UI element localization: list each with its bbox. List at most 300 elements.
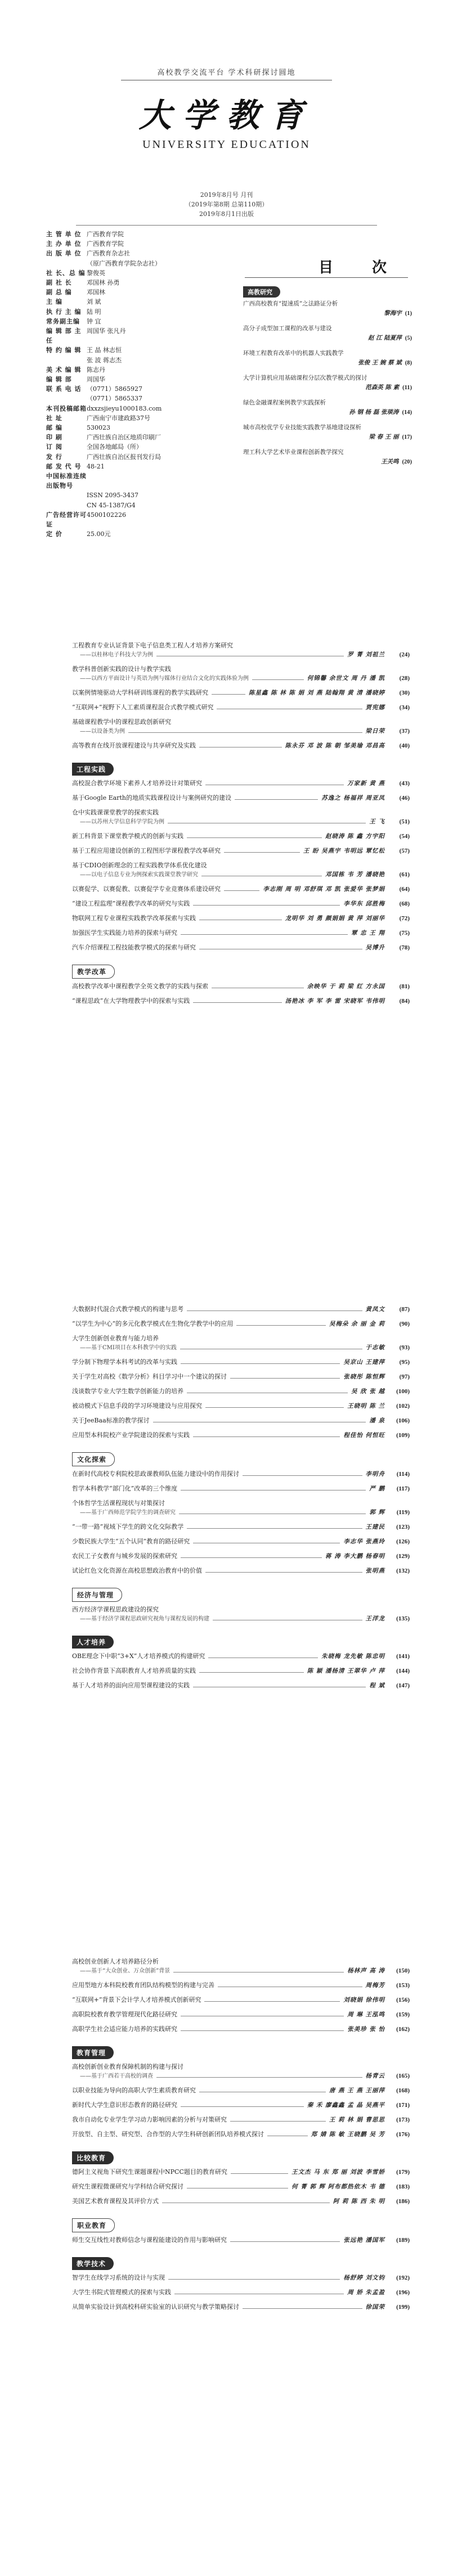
article-title[interactable]: 我市自动化专业学生学习动力影响因素的分析与对策研究: [72, 2116, 227, 2123]
masthead-value: 4500102226: [87, 511, 126, 519]
masthead-label: 主 编: [46, 298, 62, 306]
masthead-row: [46, 452, 170, 462]
article-title[interactable]: 汽车介绍课程工程技能教学模式的探索与研究: [72, 944, 196, 951]
masthead-row: [46, 413, 170, 423]
masthead-row: [46, 423, 170, 433]
article-page-number: (68): [399, 900, 410, 907]
article-author: 王 莉 林 娟 曹思思: [329, 2116, 385, 2123]
entry-line: [72, 832, 410, 841]
masthead-value: CN 45-1387/G4: [87, 501, 136, 509]
masthead-label: 发 行: [46, 453, 62, 461]
article-author: 张远艳 潘国军: [343, 2237, 385, 2244]
contents-entry[interactable]: [72, 1416, 410, 1425]
entry-line: [72, 1305, 410, 1314]
article-list: [72, 982, 410, 1006]
article-title[interactable]: 基础课程教学中的课程思政创新研究: [72, 718, 171, 726]
contents-entry[interactable]: [72, 2273, 410, 2282]
entry-line: [72, 997, 410, 1006]
masthead-label: 广告经营许可证: [46, 511, 87, 529]
entry-line: [72, 1508, 410, 1517]
article-title[interactable]: “互联网+”背景下会计学人才培养模式创新研究: [72, 1996, 201, 2003]
article-title[interactable]: 关于学生对高校《数学分析》科目学习中一个建议的探讨: [72, 1373, 227, 1380]
contents-entry[interactable]: [243, 399, 412, 417]
article-page-number: (141): [396, 1653, 410, 1660]
contents-entry[interactable]: [72, 1470, 410, 1479]
article-author: 王晓明 陈 兰: [347, 1403, 385, 1409]
article-title[interactable]: 少数民族大学生“五个认同”教育的路径研究: [72, 1538, 190, 1545]
contents-entry[interactable]: [72, 1402, 410, 1411]
contents-entry[interactable]: [72, 779, 410, 788]
masthead-row: [46, 317, 170, 326]
leader-line: [187, 1310, 362, 1311]
masthead-value: 王 晶 林志恒: [87, 346, 122, 354]
contents-entry[interactable]: [72, 943, 410, 952]
contents-entry[interactable]: [72, 914, 410, 923]
masthead-row: [46, 501, 170, 510]
entry-line: [72, 651, 410, 659]
entry-line: [72, 741, 410, 750]
article-title[interactable]: 环境工程教育改革中的机器人实践教学: [243, 350, 344, 357]
article-page-number: (37): [399, 728, 410, 735]
contents-entry[interactable]: [72, 861, 410, 879]
journal-tagline: 高校教学交流平台 学术科研探讨圆地: [157, 69, 296, 77]
article-title[interactable]: “以学生为中心”的多元化教学模式在生物化学教学中的应用: [72, 1320, 234, 1327]
masthead-row: [46, 355, 170, 365]
contents-entry[interactable]: [72, 718, 410, 736]
article-page-number: (119): [396, 1509, 410, 1516]
article-title[interactable]: 高校混合教学环境下素养人才培养设计对策研究: [72, 780, 202, 787]
contents-entry[interactable]: [72, 2101, 410, 2110]
contents-entry[interactable]: [243, 424, 412, 442]
article-author: 孙 钢 杨 磊 张琰涛: [349, 409, 399, 416]
contents-entry[interactable]: [72, 885, 410, 894]
article-title[interactable]: 基于Google Earth的地质实践课程设计与案例研究的建设: [72, 794, 231, 801]
contents-entry[interactable]: [72, 1523, 410, 1532]
leader-line: [230, 1378, 340, 1379]
article-page-number: (84): [399, 998, 410, 1005]
article-title[interactable]: 浅谈数学专业大学生数学创新能力的培养: [72, 1388, 183, 1395]
article-page-number: (46): [399, 795, 410, 801]
article-author: 罗 菁 刘祖兰: [347, 651, 385, 658]
contents-entry[interactable]: [72, 1981, 410, 1990]
contents-entry[interactable]: [243, 349, 412, 367]
masthead-label: 副 社 长: [46, 279, 72, 287]
article-title[interactable]: 以赛促学、以赛促教、以赛促学专业竞赛体系建设研究: [72, 885, 221, 893]
article-author: 周 琳 王泓鸣: [347, 2011, 385, 2018]
article-author: 严 鹏: [369, 1485, 385, 1492]
contents-entry[interactable]: [243, 325, 412, 343]
article-page-number: (97): [399, 1373, 410, 1380]
contents-entry[interactable]: [72, 2197, 410, 2206]
masthead-label: 执 行 主 编: [46, 308, 82, 316]
entry-line: [72, 929, 410, 938]
article-title[interactable]: 试论红色文化资源在高校思想政治教育中的价值: [72, 1567, 202, 1574]
article-title[interactable]: 高职学生社会适应能力培养的实践研究: [72, 2025, 177, 2033]
entry-line: [72, 1981, 410, 1990]
article-title[interactable]: 学分制下物理学本科考试的改革与实践: [72, 1358, 177, 1366]
masthead-value: （0771）5865927: [87, 385, 142, 393]
article-page-number: (78): [399, 944, 410, 951]
article-page-number: (168): [396, 2087, 410, 2094]
contents-entry[interactable]: [243, 374, 412, 392]
contents-items: [243, 300, 412, 466]
contents-entry[interactable]: [72, 1358, 410, 1367]
contents-entry[interactable]: [72, 688, 410, 697]
entry-line: [72, 1470, 410, 1479]
leader-line: [230, 2241, 340, 2242]
article-title[interactable]: 在新时代高校专利院校思政课教师队伍能力建设中的作用探讨: [72, 1470, 239, 1478]
article-title[interactable]: 大学生书院式管理模式的探索与实践: [72, 2289, 171, 2296]
article-subtitle: ——基于CMI项目在本科教学中的实践: [80, 1345, 177, 1351]
contents-entry[interactable]: [72, 1667, 410, 1676]
contents-entry[interactable]: [72, 2236, 410, 2245]
section-label: 教学改革: [72, 965, 115, 979]
article-title[interactable]: 农民工子女教育与城乡发展的探索研究: [72, 1552, 177, 1560]
article-author: 李明舟: [365, 1471, 385, 1478]
leader-line: [181, 934, 348, 935]
section-label: 人才培养: [72, 1636, 114, 1649]
article-title[interactable]: 大学计算机应用基础课程分层次教学模式的探讨: [243, 375, 367, 381]
leader-line: [212, 694, 245, 695]
article-page-number: (24): [399, 651, 410, 658]
masthead: [46, 229, 170, 539]
contents-entry[interactable]: [72, 1499, 410, 1517]
article-page-number: (179): [396, 2169, 410, 2176]
masthead-label: 订 阅: [46, 443, 62, 451]
contents-entry[interactable]: [72, 929, 410, 938]
article-author: 赵 江 陆夏萍: [367, 335, 402, 341]
contents-entry[interactable]: [72, 2086, 410, 2095]
masthead-value: 刘 斌: [87, 298, 101, 306]
article-title[interactable]: 个体哲学生活课程现状与对策探讨: [72, 1499, 165, 1507]
article-title[interactable]: 加强医学生实践能力培养的探索与研究: [72, 929, 177, 936]
article-title[interactable]: 开放型、自主型、研究型、合作型的大学生科研创新团队培养模式探讨: [72, 2131, 264, 2138]
article-author: 李志华 张燕玲: [343, 1538, 385, 1545]
contents-entry[interactable]: [72, 1537, 410, 1546]
masthead-label: 美 术 编 辑: [46, 366, 82, 373]
article-list: [72, 2168, 410, 2206]
article-meta: [243, 408, 412, 417]
article-author: 唐 燕 王 燕 王丽萍: [329, 2087, 385, 2094]
article-meta: [243, 433, 412, 442]
contents-entry[interactable]: [72, 846, 410, 855]
entry-line: [72, 2101, 410, 2110]
article-list: [72, 2273, 410, 2312]
masthead-row: [46, 529, 170, 539]
article-title[interactable]: 师生交互线性对教师信念与课程能建设的作用与影响研究: [72, 2236, 227, 2244]
article-title[interactable]: 关于JeeBaa标准的教学探讨: [72, 1417, 150, 1424]
entry-line: [72, 846, 410, 855]
article-author: 汤艳冰 李 军 李 雷 宋晓军 韦伟明: [285, 998, 385, 1005]
contents-entry[interactable]: [72, 2010, 410, 2019]
article-author: 张明燕: [365, 1568, 385, 1574]
entry-line: [72, 914, 410, 923]
article-title[interactable]: 美国艺术教育课程及其评价方式: [72, 2197, 159, 2205]
masthead-label: 副 总 编: [46, 289, 72, 296]
masthead-value: 钟 宜: [87, 317, 101, 325]
entry-line: [72, 1416, 410, 1425]
masthead-row: [46, 510, 170, 529]
masthead-label: [46, 394, 87, 403]
article-subtitle: ——以电子信息专业为例探索实践课堂教学研究: [80, 872, 198, 878]
article-title[interactable]: 仓中实践课课堂教学的探索实践: [72, 809, 159, 816]
article-author: 杨舒婷 刘文钧: [343, 2275, 385, 2281]
contents-entry[interactable]: [72, 2168, 410, 2177]
contents-entry[interactable]: [72, 794, 410, 803]
article-title[interactable]: 社会协作背景下高职教育人才培养质量的实践: [72, 1667, 196, 1674]
article-author: 程佳怡 何恒旺: [343, 1432, 385, 1439]
article-title[interactable]: “课程思政”在大学物理教学中的探索与实践: [72, 997, 190, 1005]
entry-line: [72, 2182, 410, 2191]
article-page-number: (1): [405, 310, 412, 317]
masthead-label: 常务副主编: [46, 317, 80, 325]
masthead-value: 周国华 张凡丹: [87, 327, 126, 335]
article-title[interactable]: 新工科背景下课堂教学模式的创新与实践: [72, 832, 183, 840]
contents-entry[interactable]: [72, 665, 410, 683]
article-title[interactable]: 基于人才培养的面向应用型课程建设的实践: [72, 1682, 190, 1689]
article-page-number: (156): [396, 1997, 410, 2003]
contents-entry[interactable]: [72, 1372, 410, 1381]
contents-entry[interactable]: [72, 1431, 410, 1440]
article-page-number: (72): [399, 915, 410, 922]
masthead-value: （原广西教育学院杂志社）: [87, 259, 161, 267]
contents-entry[interactable]: [72, 2288, 410, 2297]
article-title[interactable]: 高校创业创新人才培养路径分析: [72, 1958, 159, 1965]
article-page-number: (100): [396, 1388, 410, 1395]
masthead-value: 全国各地邮局（所）: [87, 443, 142, 451]
article-title[interactable]: 基于CDIO创新理念的工程实践教学体系优化建设: [72, 862, 207, 869]
article-title[interactable]: 应用型本科院校产业学院建设的探索与实践: [72, 1431, 190, 1439]
contents-entry[interactable]: [72, 1605, 410, 1623]
article-title[interactable]: 基于工程应用建设创新的工程图形学课程教学改革研究: [72, 847, 221, 854]
masthead-label: 主 办 单 位: [46, 240, 82, 248]
article-subtitle: ——以西方平面设计与英语为例与媒体行业结合文化的实践体验为例: [80, 675, 249, 682]
contents-entry[interactable]: [72, 2130, 410, 2139]
contents-entry[interactable]: [72, 1681, 410, 1690]
contents-entry[interactable]: [72, 1387, 410, 1396]
article-title[interactable]: 研究生课程微课研究与学科结合研究探讨: [72, 2183, 183, 2190]
article-page-number: (171): [396, 2102, 410, 2109]
contents-entry[interactable]: [72, 997, 410, 1006]
article-author: 何锦馨 余世文 周 丹 潘 凯: [307, 675, 385, 682]
entry-line: [72, 818, 410, 826]
section-label: 比较教育: [72, 2151, 114, 2164]
article-title[interactable]: 高分子成型加工课程的改革与建设: [243, 325, 332, 332]
article-title[interactable]: “一带一路”视域下学生的跨文化交际教学: [72, 1523, 184, 1530]
masthead-value: 广西壮族自治区地质印刷厂: [87, 434, 161, 442]
contents-entry[interactable]: [72, 1652, 410, 1661]
entry-line: [72, 665, 410, 673]
article-title[interactable]: 高等教育在线开放课程建设与共享研究及实践: [72, 742, 196, 749]
article-author: 赵晓涛 陈 鑫 方宇阳: [325, 833, 385, 840]
issue-line: 2019年8月1日出版: [199, 210, 254, 218]
article-title[interactable]: 理工科大学艺术毕业课程创新教学探究: [243, 449, 344, 456]
contents-entry[interactable]: [72, 2062, 410, 2080]
contents-entry[interactable]: [72, 982, 410, 991]
article-page-number: (61): [399, 871, 410, 878]
section-label: 教学技术: [72, 2257, 114, 2270]
entry-line: [72, 779, 410, 788]
masthead-value: （0771）5865337: [87, 395, 142, 403]
article-title[interactable]: 西方经济学课程思政建设的探究: [72, 1606, 159, 1613]
entry-line: [72, 2168, 410, 2177]
contents-entry[interactable]: [72, 1484, 410, 1493]
article-page-number: (34): [399, 704, 410, 711]
entry-line: [72, 1681, 410, 1690]
masthead-label: 印 刷: [46, 434, 62, 442]
article-page-number: (186): [396, 2198, 410, 2205]
article-list: [72, 2062, 410, 2139]
masthead-value: 黎俊英: [87, 269, 105, 277]
article-list: [72, 1957, 410, 2034]
article-page-number: (54): [399, 833, 410, 840]
article-title[interactable]: 工程教育专业认证背景下电子信息类工程人才培养方案研究: [72, 642, 233, 649]
leader-line: [236, 1325, 326, 1326]
divider: [245, 277, 408, 278]
contents-entry[interactable]: [72, 832, 410, 841]
masthead-label: 邮 编: [46, 424, 62, 432]
masthead-value: 530023: [87, 424, 110, 432]
contents-entry[interactable]: [72, 741, 410, 750]
contents-entry[interactable]: [72, 808, 410, 826]
article-title[interactable]: 绿色金融课程案例教学实践探析: [243, 399, 326, 406]
article-title[interactable]: 高校创新创业教育保障机制的构建与探讨: [72, 2063, 183, 2070]
entry-line: [72, 1605, 410, 1614]
article-author: 程 斌: [369, 1682, 385, 1689]
entry-line: [72, 871, 410, 879]
article-author: 刘晓娟 徐伟明: [343, 1997, 385, 2003]
article-author: 张美珍 张 怡: [347, 2026, 385, 2033]
contents-page-3: [0, 1277, 453, 1929]
article-subtitle: ——以桂林电子科技大学为例: [80, 652, 153, 658]
leader-line: [235, 799, 318, 800]
entry-line: [72, 1996, 410, 2005]
contents-entry[interactable]: [243, 300, 412, 318]
article-page-number: (192): [396, 2275, 410, 2281]
contents-entry[interactable]: [72, 1957, 410, 1975]
article-title[interactable]: “建设工程监理”课程教学改革的研究与实践: [72, 900, 190, 907]
contents-entry[interactable]: [72, 2182, 410, 2191]
entry-line: [72, 1334, 410, 1343]
masthead-label: 主 管 单 位: [46, 231, 82, 238]
article-title[interactable]: 高校教学改革中课程教学全英文教学的实践与探索: [72, 983, 208, 990]
entry-line: [72, 1484, 410, 1493]
entry-line: [72, 1372, 410, 1381]
entry-line: [72, 1523, 410, 1532]
article-page-number: (64): [399, 886, 410, 893]
article-author: 余映华 于 莉 梁 红 方永国: [307, 983, 385, 990]
article-title[interactable]: 城市高校优学专业技能实践教学基地建设探析: [243, 424, 361, 431]
entry-line: [72, 794, 410, 803]
contents-entry[interactable]: [72, 2115, 410, 2124]
article-title[interactable]: 广西高校教育“提速质”之法路证分析: [243, 300, 338, 307]
article-author: 陈 颖 潘杨清 王翠华 卢 萍: [307, 1668, 385, 1674]
entry-line: [72, 885, 410, 894]
entry-line: [72, 899, 410, 908]
entry-line: [72, 1667, 410, 1676]
leader-line: [181, 1363, 340, 1364]
article-author: 阿 莉 陈 西 朱 明: [333, 2198, 385, 2205]
article-title[interactable]: 高职院校教育教学管理现代化路径研究: [72, 2011, 177, 2018]
article-author: 李华东 邱胜梅: [343, 900, 385, 907]
entry-line: [72, 2236, 410, 2245]
article-title[interactable]: 大学生创新创业教育与能力培养: [72, 1335, 159, 1342]
article-title[interactable]: 德阿主义视角下研究生课题课程中NPCC题目的教育研究: [72, 2168, 227, 2176]
entry-line: [72, 2072, 410, 2080]
contents-entry[interactable]: [72, 2303, 410, 2312]
article-page-number: (123): [396, 1524, 410, 1530]
article-title[interactable]: 大数据时代混合式教学模式的构建与思考: [72, 1305, 183, 1313]
leader-line: [204, 2001, 340, 2002]
entry-line: [72, 2303, 410, 2312]
entry-line: [72, 1344, 410, 1352]
entry-line: [72, 2010, 410, 2019]
contents-entry[interactable]: [72, 703, 410, 712]
contents-entry[interactable]: [72, 1996, 410, 2005]
article-title[interactable]: 应用型地方本科院校教育团队结构模型的构建与完善: [72, 1981, 214, 1989]
contents-entry[interactable]: [72, 1566, 410, 1575]
article-title[interactable]: OBE理念下中职“3+X”人才培养模式的构建研究: [72, 1652, 205, 1660]
article-author: 王关鸣: [381, 458, 399, 465]
contents-entry[interactable]: [72, 1334, 410, 1352]
masthead-row: [46, 239, 170, 249]
contents-entry[interactable]: [72, 1305, 410, 1314]
masthead-row: [46, 278, 170, 287]
article-title[interactable]: 哲学本科教学“部门化”改革的三个维度: [72, 1485, 178, 1492]
contents-block: [72, 641, 410, 1011]
masthead-value: [87, 471, 170, 490]
article-author: 王洋龙: [365, 1615, 385, 1622]
article-list: [72, 779, 410, 952]
contents-entry[interactable]: [72, 2025, 410, 2034]
article-author: 于志敏: [365, 1344, 385, 1351]
article-title[interactable]: 教学科普创新实践的设计与教学实践: [72, 665, 171, 673]
article-title[interactable]: 以职业技能为导向的高职大学生素质教育研究: [72, 2087, 196, 2094]
article-title[interactable]: 以案例情境驱动大学科研训练课程的教学实践研究: [72, 689, 208, 696]
article-title[interactable]: 新时代大学生意识形态教育的路径研究: [72, 2101, 177, 2109]
contents-entry[interactable]: [243, 448, 412, 466]
article-author: 苏逸之 杨福祥 周亚凤: [321, 795, 385, 801]
article-title[interactable]: 智学生在线学习系统的设计与实现: [72, 2274, 165, 2281]
article-page-number: (109): [396, 1432, 410, 1439]
masthead-value: 广西教育学院: [87, 231, 124, 238]
issue-line: 2019年8月号 月刊: [200, 191, 253, 199]
article-title[interactable]: 物联网工程专业课程实践教学改革探索与实践: [72, 915, 196, 922]
article-title[interactable]: “互联网+”视野下人工素质课程混合式教学模式研究: [72, 704, 214, 711]
contents-entry[interactable]: [72, 641, 410, 659]
article-page-number: (14): [402, 409, 412, 416]
article-page-number: (17): [402, 434, 412, 440]
contents-entry[interactable]: [72, 1319, 410, 1328]
leader-line: [224, 890, 259, 891]
article-title[interactable]: 从简单实验设计到高校科研实验室的认识研究与教学策略探讨: [72, 2303, 239, 2311]
section-label: 教育管理: [72, 2046, 114, 2059]
entry-line: [72, 2273, 410, 2282]
article-subtitle: ——以苏州大学信息科学学院为例: [80, 819, 164, 825]
article-page-number: (135): [396, 1615, 410, 1622]
article-page-number: (196): [396, 2289, 410, 2296]
masthead-row: [46, 462, 170, 471]
masthead-row: [46, 490, 170, 500]
article-title[interactable]: 被动模式下信息手段的学习环境建设与应用探究: [72, 1402, 202, 1409]
section-label: 职业教育: [72, 2218, 115, 2232]
contents-entry[interactable]: [72, 899, 410, 908]
contents-entry[interactable]: [72, 1552, 410, 1561]
article-meta: [243, 384, 412, 392]
masthead-row: [46, 404, 170, 413]
masthead-label: 编 辑 部: [46, 376, 72, 384]
masthead-label: [46, 501, 87, 510]
